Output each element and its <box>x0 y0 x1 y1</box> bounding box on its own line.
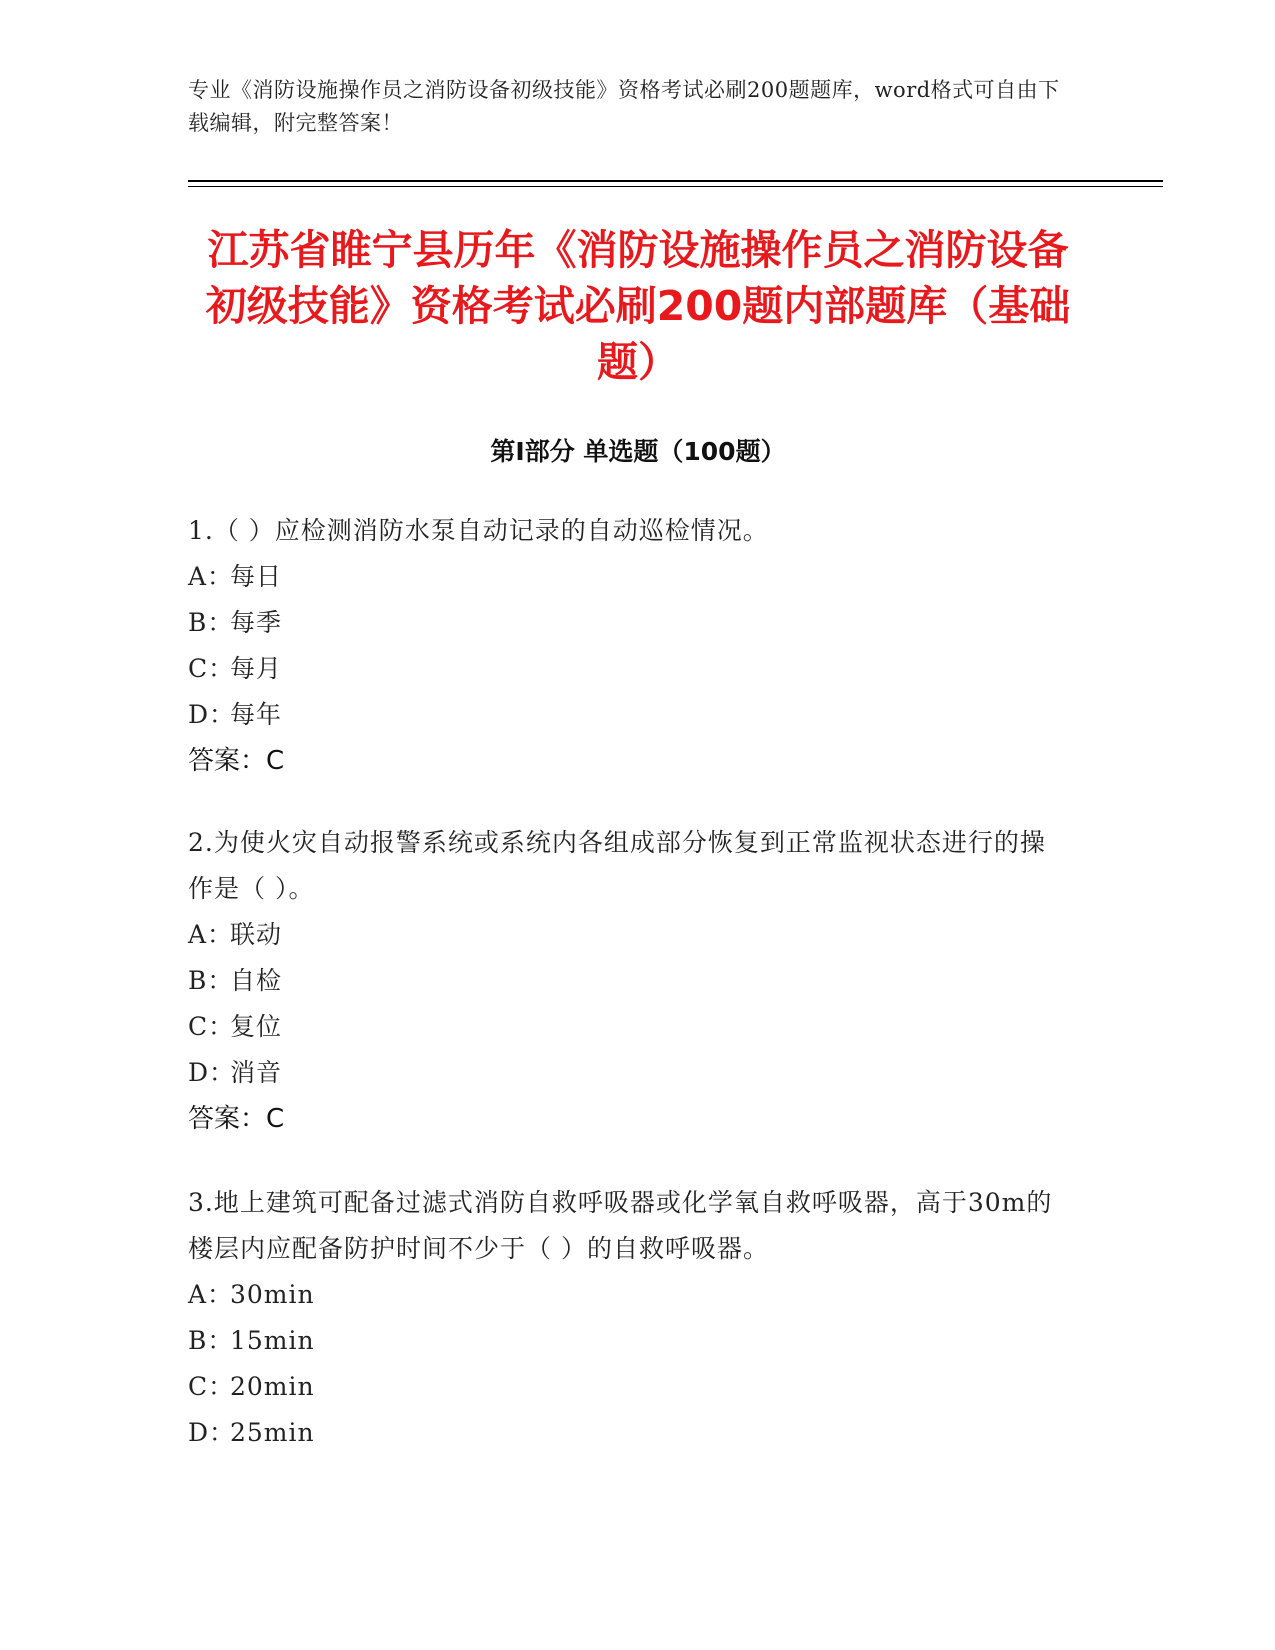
option-text: 复位 <box>230 1012 283 1041</box>
option-letter: D： <box>188 1058 236 1087</box>
question-stem: 2.为使火灾自动报警系统或系统内各组成部分恢复到正常监视状态进行的操作是（ ）。 <box>188 828 1046 903</box>
question-3 <box>188 1180 1068 1456</box>
header-divider-thick <box>188 180 1163 182</box>
option-text: 自检 <box>230 966 283 995</box>
option-letter: C： <box>188 654 235 683</box>
header-divider-thin <box>188 186 1163 187</box>
option-a <box>188 912 1068 958</box>
option-letter: A： <box>188 920 234 949</box>
option-b <box>188 958 1068 1004</box>
document-title: 江苏省睢宁县历年《消防设施操作员之消防设备初级技能》资格考试必刷200题内部题库（基础题） <box>205 226 1071 386</box>
option-b <box>188 600 1068 646</box>
option-c <box>188 1364 1068 1410</box>
option-text: 25min <box>230 1418 315 1447</box>
question-stem: 3.地上建筑可配备过滤式消防自救呼吸器或化学氧自救呼吸器，高于30m的楼层内应配备防护时间不少于（ ）的自救呼吸器。 <box>188 1188 1053 1263</box>
option-a <box>188 554 1068 600</box>
question-stem: 1.（ ）应检测消防水泵自动记录的自动巡检情况。 <box>188 516 769 545</box>
option-d <box>188 1410 1068 1456</box>
option-letter: A： <box>188 562 234 591</box>
option-text: 20min <box>230 1372 315 1401</box>
section-heading: 第Ⅰ部分 单选题（100题） <box>490 437 786 466</box>
option-c <box>188 646 1068 692</box>
option-c <box>188 1004 1068 1050</box>
option-letter: D： <box>188 1418 236 1447</box>
option-letter: C： <box>188 1372 235 1401</box>
option-d <box>188 1050 1068 1096</box>
option-text: 每月 <box>230 654 283 683</box>
option-text: 每日 <box>230 562 283 591</box>
option-a <box>188 1272 1068 1318</box>
option-text: 消音 <box>230 1058 283 1087</box>
option-text: 每年 <box>230 700 283 729</box>
option-letter: B： <box>188 608 234 637</box>
question-1 <box>188 508 1068 784</box>
option-letter: D： <box>188 700 236 729</box>
header-note: 专业《消防设施操作员之消防设备初级技能》资格考试必刷200题题库，word格式可自由下载编辑，附完整答案！ <box>188 78 1060 135</box>
option-b <box>188 1318 1068 1364</box>
question-2 <box>188 820 1068 1142</box>
option-text: 15min <box>230 1326 315 1355</box>
option-text: 30min <box>230 1280 315 1309</box>
option-text: 每季 <box>230 608 283 637</box>
answer-line: 答案：C <box>188 1104 285 1134</box>
option-letter: B： <box>188 1326 234 1355</box>
option-text: 联动 <box>230 920 283 949</box>
option-letter: A： <box>188 1280 234 1309</box>
option-letter: B： <box>188 966 234 995</box>
answer-line: 答案：C <box>188 746 285 776</box>
option-d <box>188 692 1068 738</box>
option-letter: C： <box>188 1012 235 1041</box>
